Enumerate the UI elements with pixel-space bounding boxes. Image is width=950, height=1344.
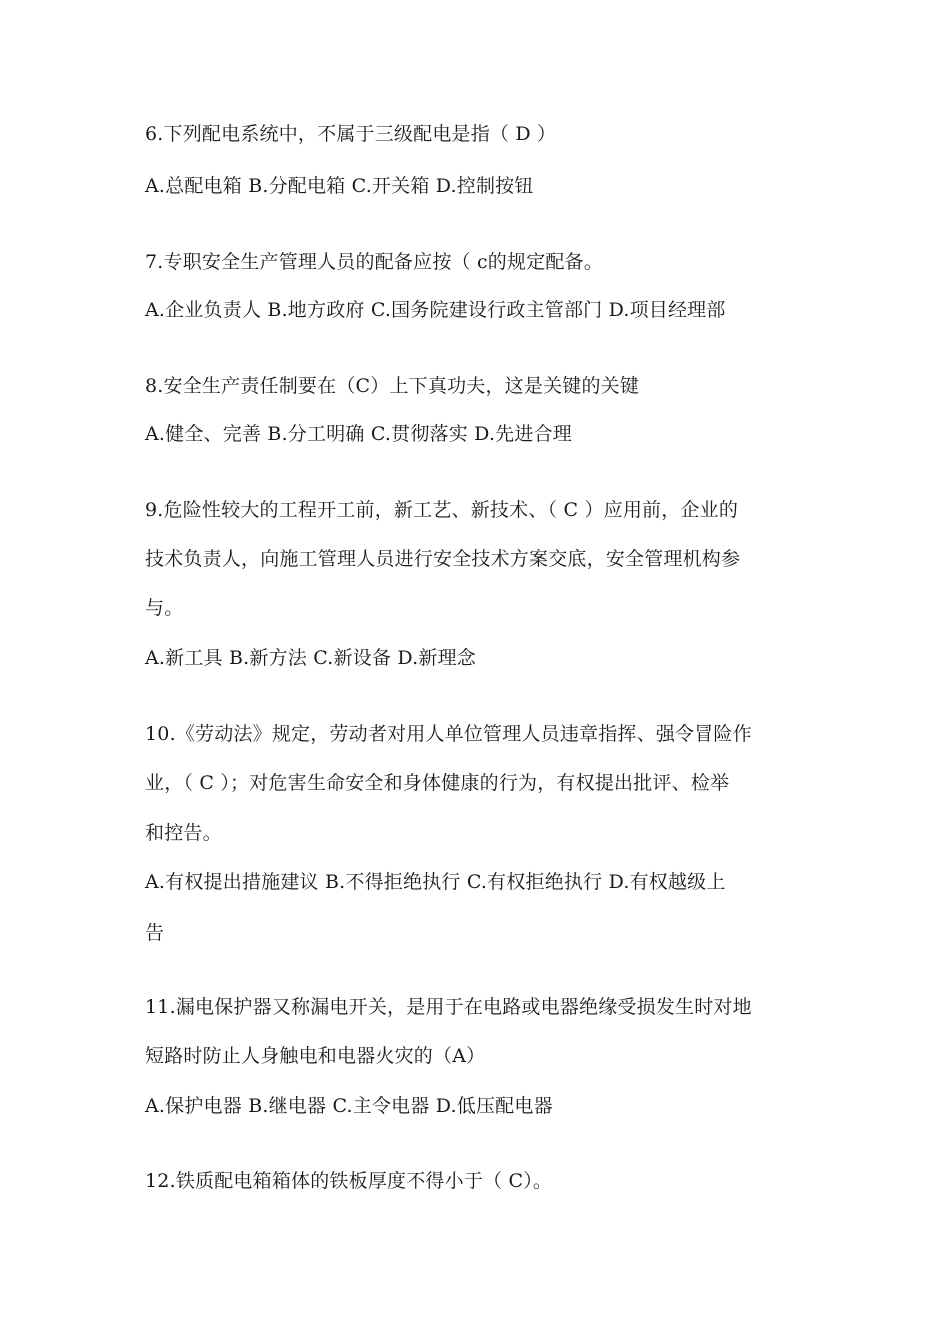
question-10-options-line-1: A.有权提出措施建议 B.不得拒绝执行 C.有权拒绝执行 D.有权越级上 xyxy=(145,871,726,893)
question-10-options-line-2: 告 xyxy=(145,922,165,944)
question-7-options: A.企业负责人 B.地方政府 C.国务院建设行政主管部门 D.项目经理部 xyxy=(145,299,726,321)
question-10-stem-line-2: 业，（ C ）；对危害生命安全和身体健康的行为，有权提出批评、检举 xyxy=(145,772,730,794)
question-11-stem-line-1: 11.漏电保护器又称漏电开关，是用于在电路或电器绝缘受损发生时对地 xyxy=(145,996,752,1018)
question-6-stem: 6.下列配电系统中，不属于三级配电是指（ D ） xyxy=(145,123,557,145)
question-11-options: A.保护电器 B.继电器 C.主令电器 D.低压配电器 xyxy=(145,1095,553,1117)
question-10-stem-line-1: 10.《劳动法》规定，劳动者对用人单位管理人员违章指挥、强令冒险作 xyxy=(145,723,752,745)
question-10-stem-line-3: 和控告。 xyxy=(145,822,222,844)
question-8-stem: 8.安全生产责任制要在（C）上下真功夫，这是关键的关键 xyxy=(145,375,640,397)
question-11-stem-line-2: 短路时防止人身触电和电器火灾的（A） xyxy=(145,1045,486,1067)
question-8-options: A.健全、完善 B.分工明确 C.贯彻落实 D.先进合理 xyxy=(145,423,572,445)
question-9-stem-line-3: 与。 xyxy=(145,597,184,619)
question-7-stem: 7.专职安全生产管理人员的配备应按（ c的规定配备。 xyxy=(145,251,604,273)
question-9-stem-line-1: 9.危险性较大的工程开工前，新工艺、新技术、（ C ）应用前，企业的 xyxy=(145,499,739,521)
question-9-stem-line-2: 技术负责人，向施工管理人员进行安全技术方案交底，安全管理机构参 xyxy=(145,548,741,570)
question-12-stem: 12.铁质配电箱箱体的铁板厚度不得小于（ C）。 xyxy=(145,1170,553,1192)
question-9-options: A.新工具 B.新方法 C.新设备 D.新理念 xyxy=(145,647,476,669)
question-6-options: A.总配电箱 B.分配电箱 C.开关箱 D.控制按钮 xyxy=(145,175,534,197)
